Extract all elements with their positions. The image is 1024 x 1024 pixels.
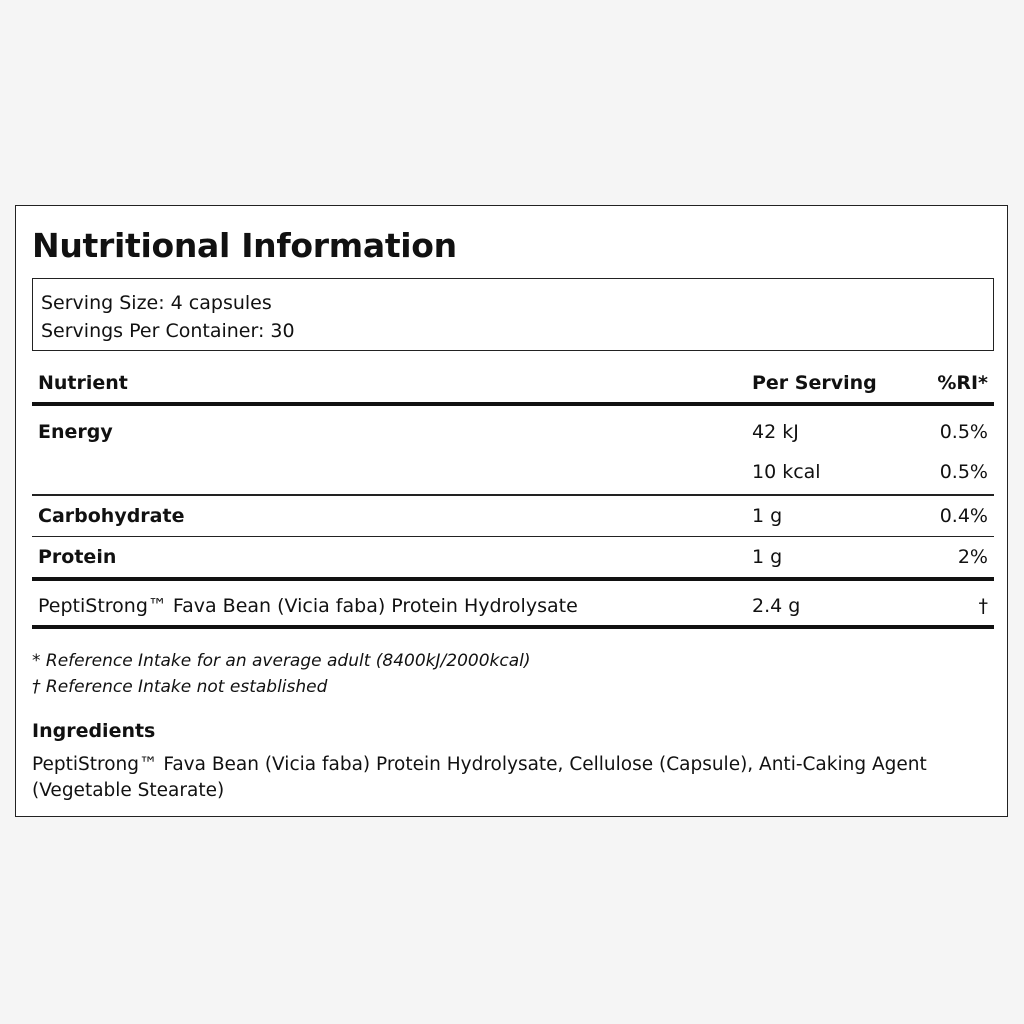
nutrient-amount: 10 kcal: [752, 461, 821, 483]
nutrition-panel: [15, 205, 1008, 817]
table-header: [32, 364, 994, 402]
nutrient-name: Carbohydrate: [38, 504, 185, 527]
table-row: [32, 537, 994, 577]
nutrient-name: Protein: [38, 546, 117, 568]
panel-title: Nutritional Information: [32, 226, 457, 265]
ingredients-title: Ingredients: [32, 720, 156, 742]
nutrient-ri: 0.5%: [939, 421, 988, 443]
header-nutrient: Nutrient: [38, 372, 128, 394]
nutrient-amount: 42 kJ: [752, 421, 799, 443]
ingredients-text: PeptiStrong™ Fava Bean (Vicia faba) Protein Hydrolysate, Cellulose (Capsule), Anti-Caking Agent (Vegetable Stearate): [32, 754, 927, 801]
header-per-serving: Per Serving: [752, 372, 877, 394]
footnotes: [32, 648, 531, 700]
nutrient-name: Energy: [38, 421, 113, 443]
serving-size: Serving Size: 4 capsules: [41, 292, 272, 314]
nutrient-amount: 1 g: [752, 546, 783, 568]
table-row: [32, 406, 994, 447]
table-row: [32, 581, 994, 625]
table-row: [32, 447, 994, 494]
nutrient-amount: 2.4 g: [752, 595, 801, 617]
servings-per-container: Servings Per Container: 30: [41, 320, 295, 342]
header-ri: %RI*: [937, 372, 988, 394]
nutrition-table: [32, 364, 994, 629]
nutrient-amount: 1 g: [752, 504, 783, 527]
serving-info-box: [32, 278, 994, 351]
nutrient-name: PeptiStrong™ Fava Bean (Vicia faba) Protein Hydrolysate: [38, 595, 578, 617]
nutrient-ri: †: [978, 595, 988, 617]
table-bottom-divider: [32, 625, 994, 629]
nutrient-ri: 2%: [957, 546, 988, 568]
nutrient-ri: 0.5%: [939, 461, 988, 483]
table-row: [32, 496, 994, 536]
footnote-dagger: † Reference Intake not established: [32, 677, 328, 697]
nutrient-ri: 0.4%: [939, 504, 988, 527]
footnote-ri: * Reference Intake for an average adult (8400kJ/2000kcal): [32, 651, 531, 671]
